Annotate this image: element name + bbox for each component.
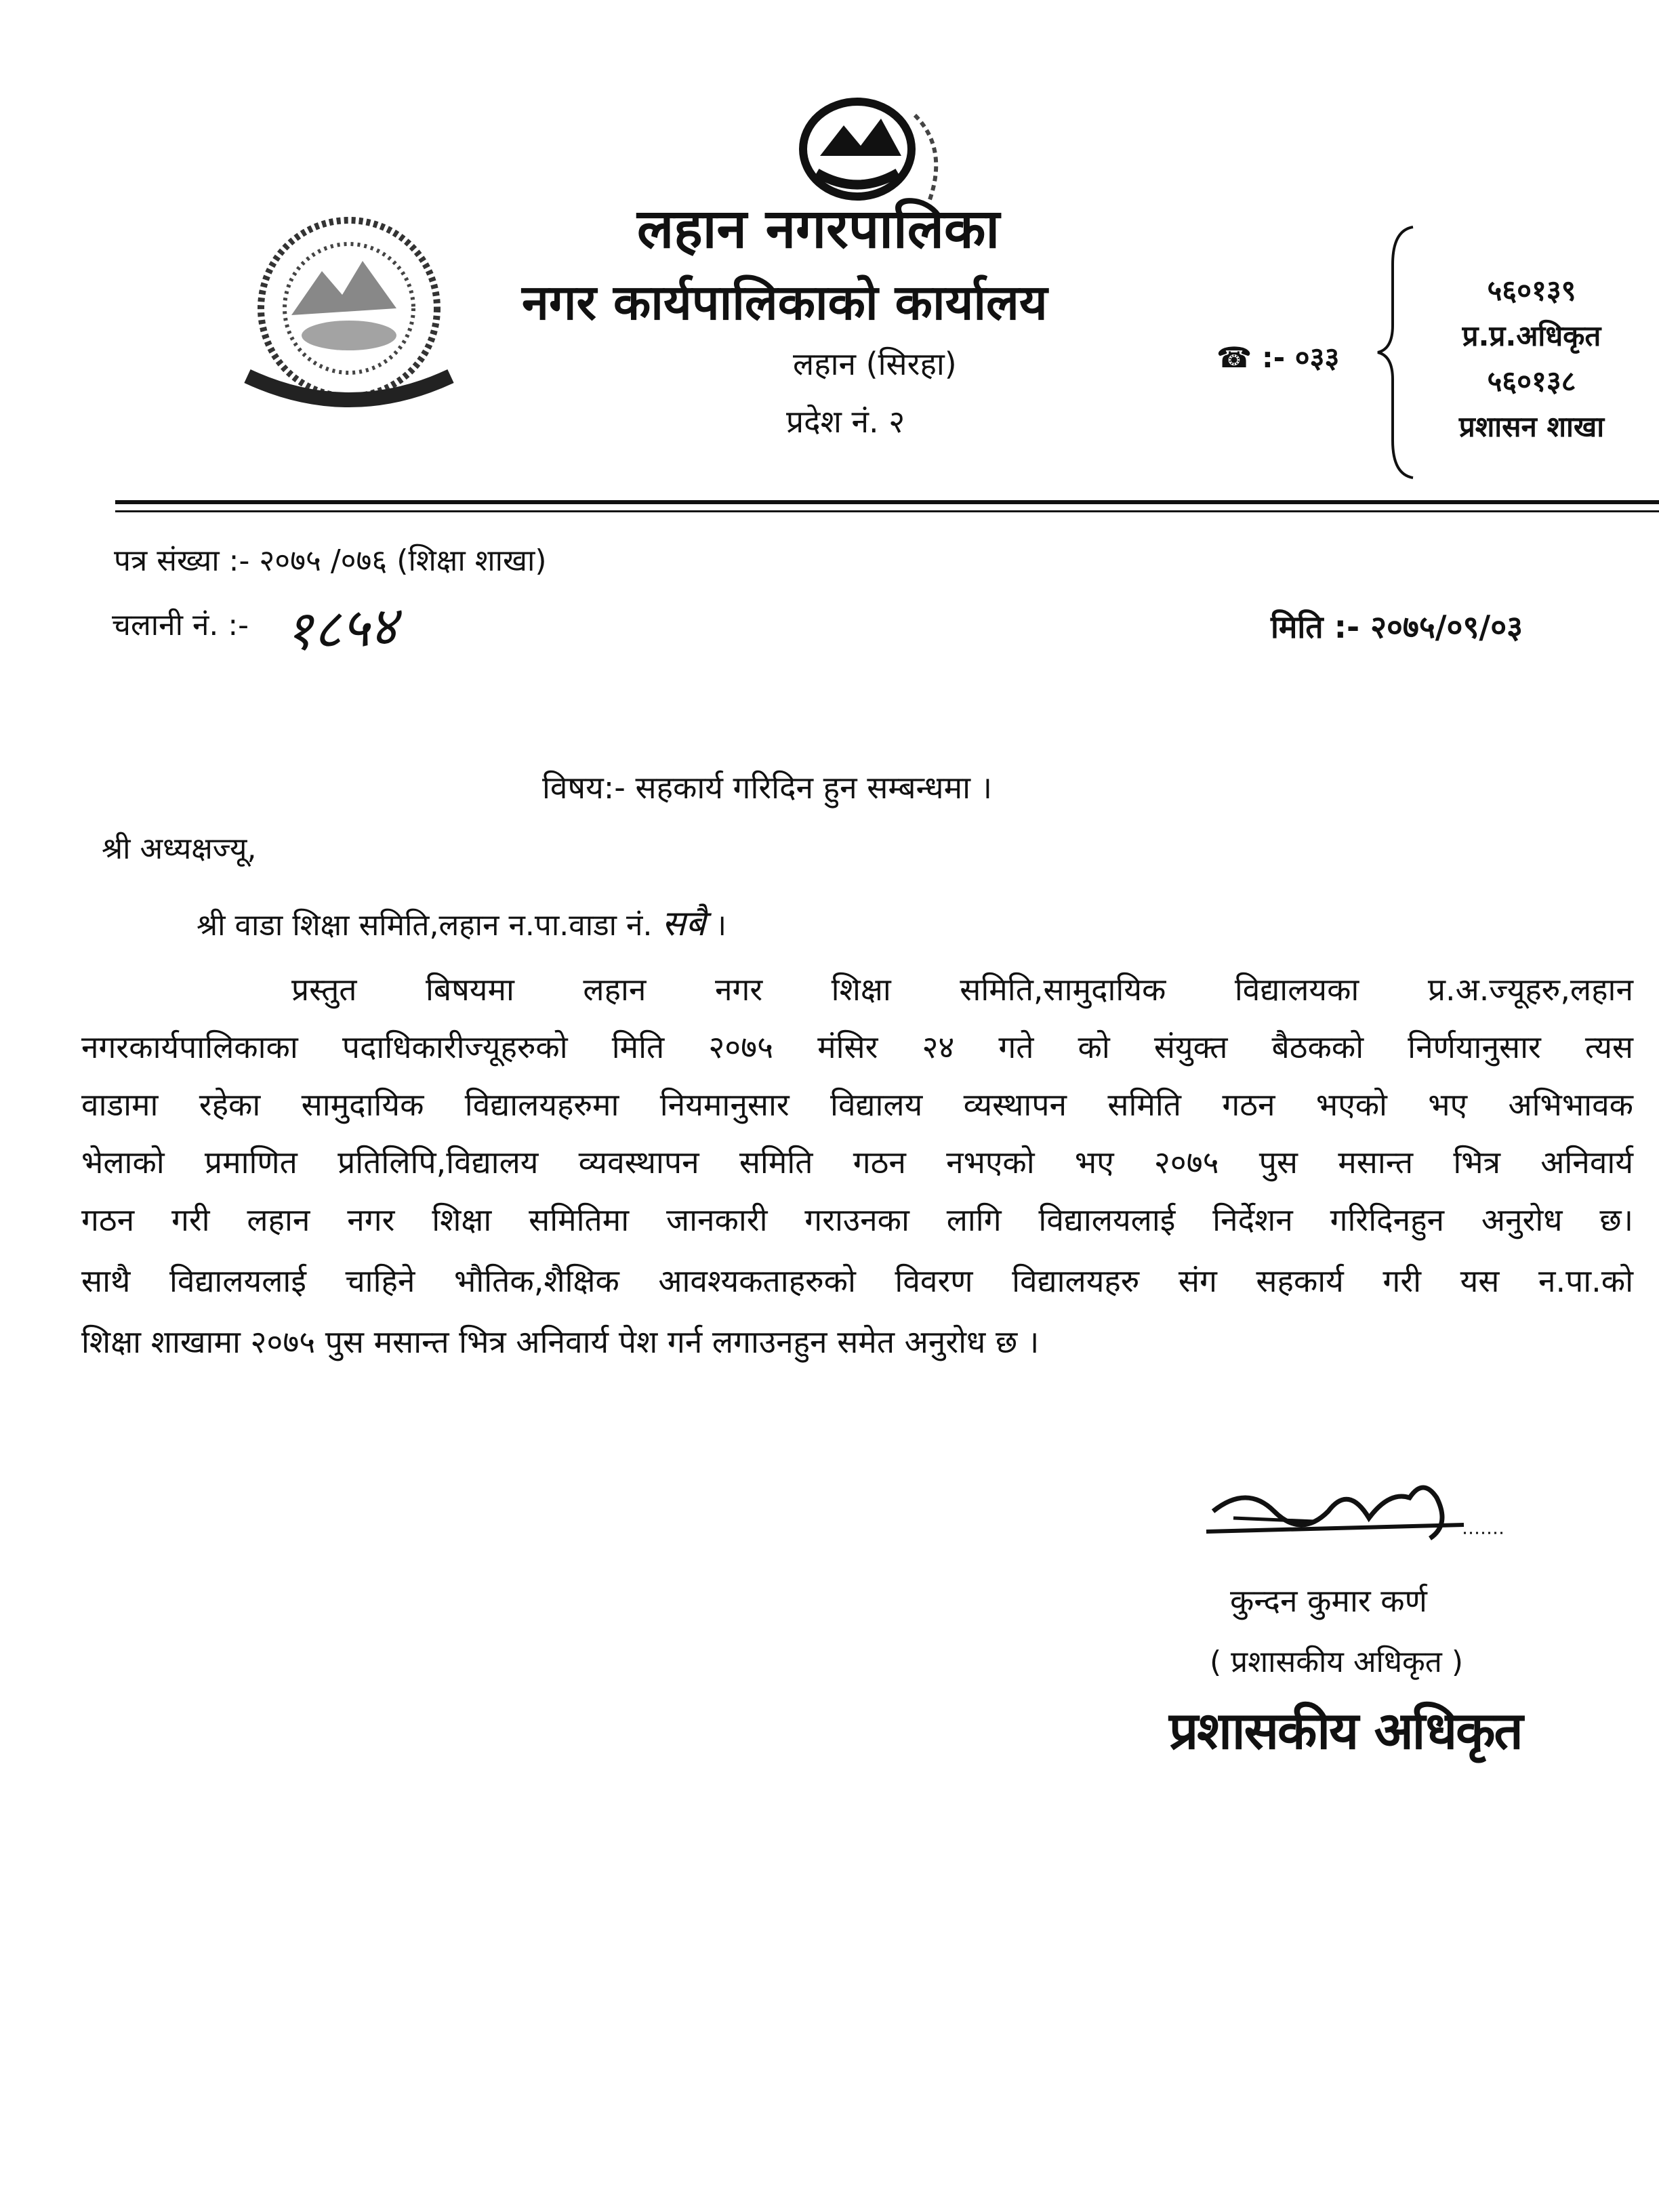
salutation: श्री अध्यक्षज्यू, — [102, 832, 257, 866]
addressee-text: श्री वाडा शिक्षा समिति,लहान न.पा.वाडा नं. — [197, 908, 653, 943]
body-line-7: शिक्षा शाखामा २०७५ पुस मसान्त भित्र अनिवार्य पेश गर्न लगाउनहुन समेत अनुरोध छ । — [81, 1324, 1040, 1360]
header-divider-thin — [115, 510, 1659, 512]
subject-line: विषय:- सहकार्य गरिदिन हुन सम्बन्धमा । — [542, 769, 993, 806]
body-line-6: साथै विद्यालयलाई चाहिने भौतिक,शैक्षिक आवश्यकताहरुको विवरण विद्यालयहरु संग सहकार्य गरी यस न.पा.को — [81, 1263, 1633, 1299]
municipal-seal — [227, 207, 471, 424]
letter-number: पत्र संख्या :- २०७५ /०७६ (शिक्षा शाखा) — [114, 544, 547, 578]
contact-line: ५६०१३९ — [1487, 274, 1576, 307]
phone-number: ☎ :- ०३३ — [1216, 341, 1340, 374]
contact-line: ५६०१३८ — [1487, 365, 1576, 398]
dispatch-label: चलानी नं. :- — [112, 608, 249, 642]
nepal-emblem-seal-icon — [227, 207, 471, 424]
dispatch-number: १८५४ — [283, 594, 399, 663]
designation-stamp: प्रशासकीय अधिकृत — [1169, 1700, 1522, 1761]
contact-brace — [1372, 224, 1420, 481]
signature — [1193, 1471, 1504, 1565]
body-line-1: प्रस्तुत बिषयमा लहान नगर शिक्षा समिति,सामुदायिक विद्यालयका प्र.अ.ज्यूहरु,लहान — [291, 971, 1633, 1008]
contact-list — [1437, 268, 1626, 449]
body-line-2: नगरकार्यपालिकाका पदाधिकारीज्यूहरुको मिति २०७५ मंसिर २४ गते को संयुक्त बैठकको निर्णयानुसार त्यस — [81, 1029, 1633, 1065]
handwritten-signature-icon — [1193, 1471, 1504, 1565]
letter-date: मिति :- २०७५/०९/०३ — [1271, 609, 1523, 645]
province-number: प्रदेश नं. २ — [786, 403, 905, 440]
office-name: नगर कार्यपालिकाको कार्यालय — [522, 273, 1048, 331]
signatory-name: कुन्दन कुमार कर्ण — [1230, 1582, 1427, 1619]
addressee-line — [197, 898, 726, 946]
body-line-3: वाडामा रहेका सामुदायिक विद्यालयहरुमा नियमानुसार विद्यालय व्यस्थापन समिति गठन भएको भए अभिभावक — [81, 1086, 1633, 1123]
signatory-designation: ( प्रशासकीय अधिकृत ) — [1210, 1645, 1464, 1679]
addressee-end: । — [715, 908, 726, 943]
body-line-4: भेलाको प्रमाणित प्रतिलिपि,विद्यालय व्यवस्थापन समिति गठन नभएको भए २०७५ पुस मसान्त भित्र अनिवार्य — [81, 1144, 1633, 1181]
header-divider — [115, 500, 1659, 504]
office-location: लहान (सिरहा) — [793, 346, 957, 382]
contact-line: प्र.प्र.अधिकृत — [1462, 319, 1601, 352]
ward-handwritten: सबै — [661, 903, 706, 944]
contact-line: प्रशासन शाखा — [1458, 410, 1605, 443]
org-name: लहान नगरपालिका — [637, 197, 1000, 260]
body-line-5: गठन गरी लहान नगर शिक्षा समितिमा जानकारी गराउनका लागि विद्यालयलाई निर्देशन गरिदिनहुन अनुरोध छ। — [81, 1202, 1633, 1238]
